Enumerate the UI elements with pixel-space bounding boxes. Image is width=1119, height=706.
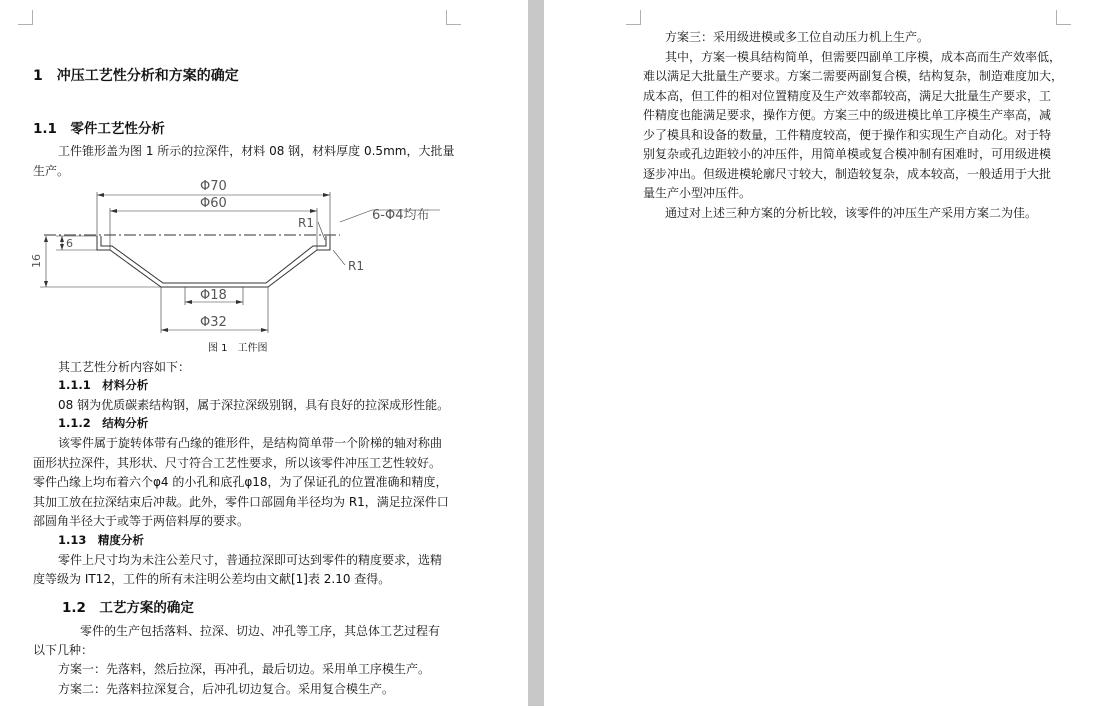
dim-r1-top: R1 — [298, 216, 314, 230]
dim-holes: 6-Φ4均布 — [372, 208, 430, 223]
material-text: 08 钢为优质碳素结构钢，属于深拉深级别钢，具有良好的拉深成形性能。 — [58, 398, 450, 412]
margin-mark — [18, 10, 33, 25]
plan-1: 方案一：先落料，然后拉深，再冲孔，最后切边。采用单工序模生产。 — [58, 662, 431, 676]
process-line-2: 以下几种： — [33, 643, 94, 657]
heading-1-1-1: 1.1.1 材料分析 — [58, 378, 149, 392]
part-drawing — [30, 172, 450, 337]
compare-line-1: 其中，方案一模具结构简单，但需要四副单工序模，成本高而生产效率低， — [665, 50, 1062, 64]
dim-d60: Φ60 — [200, 196, 227, 211]
left-page — [0, 0, 528, 706]
margin-mark — [446, 10, 461, 25]
structure-line-3: 零件凸缘上均布着六个φ4 的小孔和底孔φ18，为了保证孔的位置准确和精度， — [33, 475, 448, 489]
dim-d18: Φ18 — [200, 288, 227, 303]
section-heading-1-2: 1.2 工艺方案的确定 — [62, 600, 194, 616]
precision-line-1: 零件上尺寸均为未注公差尺寸，普通拉深即可达到零件的精度要求，选精 — [58, 553, 443, 567]
plan-3: 方案三：采用级进模或多工位自动压力机上生产。 — [665, 30, 930, 44]
dim-d32: Φ32 — [200, 315, 227, 330]
compare-line-5: 少了模具和设备的数量，工件精度较高，便于操作和实现生产自动化。对于特 — [643, 128, 1052, 142]
process-line-1: 零件的生产包括落料、拉深、切边、冲孔等工序，其总体工艺过程有 — [80, 624, 441, 638]
dim-h6: 6 — [66, 237, 73, 250]
structure-line-1: 该零件属于旋转体带有凸缘的锥形件，是结构简单带一个阶梯的轴对称曲 — [58, 436, 443, 450]
structure-line-4: 其加工放在拉深结束后冲裁。此外，零件口部圆角半径均为 R1，满足拉深件口 — [33, 495, 449, 509]
intro-line-2: 生产。 — [33, 164, 70, 178]
margin-mark — [626, 10, 641, 25]
plan-2: 方案二：先落料拉深复合，后冲孔切边复合。采用复合模生产。 — [58, 682, 395, 696]
compare-line-6: 别复杂或孔边距较小的冲压件，用简单模或复合模冲制有困难时，可用级进模 — [643, 147, 1052, 161]
dim-h16: 16 — [30, 254, 43, 268]
dim-d70: Φ70 — [200, 179, 227, 194]
conclusion: 通过对上述三种方案的分析比较，该零件的冲压生产采用方案二为佳。 — [665, 206, 1038, 220]
precision-line-2: 度等级为 IT12，工件的所有未注明公差均由文献[1]表 2.10 查得。 — [33, 572, 391, 586]
compare-line-4: 件精度也能满足要求，操作方便。方案三中的级进模比单工序模生产率高，减 — [643, 108, 1052, 122]
analysis-intro: 其工艺性分析内容如下： — [58, 360, 191, 374]
compare-line-8: 量生产小型冲压件。 — [643, 186, 752, 200]
chapter-heading: 1 冲压工艺性分析和方案的确定 — [33, 68, 239, 84]
compare-line-3: 成本高，但工件的相对位置精度及生产效率都较高，满足大批量生产要求，工 — [643, 89, 1052, 103]
compare-line-7: 逐步冲出。但级进模轮廓尺寸较大，制造较复杂，成本较高，一般适用于大批 — [643, 167, 1052, 181]
heading-1-1-3: 1.13 精度分析 — [58, 533, 144, 547]
dim-r1-bottom: R1 — [348, 259, 364, 273]
section-heading-1-1: 1.1 零件工艺性分析 — [33, 121, 165, 137]
structure-line-5: 部圆角半径大于或等于两倍料厚的要求。 — [33, 514, 250, 528]
figure-caption: 图 1 工件图 — [208, 343, 268, 354]
heading-1-1-2: 1.1.2 结构分析 — [58, 416, 149, 430]
intro-line-1: 工件锥形盖为图 1 所示的拉深件，材料 08 钢，材料厚度 0.5mm，大批量 — [58, 144, 455, 158]
right-page — [544, 0, 1119, 706]
structure-line-2: 面形状拉深件，其形状、尺寸符合工艺性要求，所以该零件冲压工艺性较好。 — [33, 456, 442, 470]
margin-mark — [1056, 10, 1071, 25]
compare-line-2: 难以满足大批量生产要求。方案二需要两副复合模，结构复杂，制造难度加大， — [643, 69, 1064, 83]
page-gutter — [528, 0, 544, 706]
